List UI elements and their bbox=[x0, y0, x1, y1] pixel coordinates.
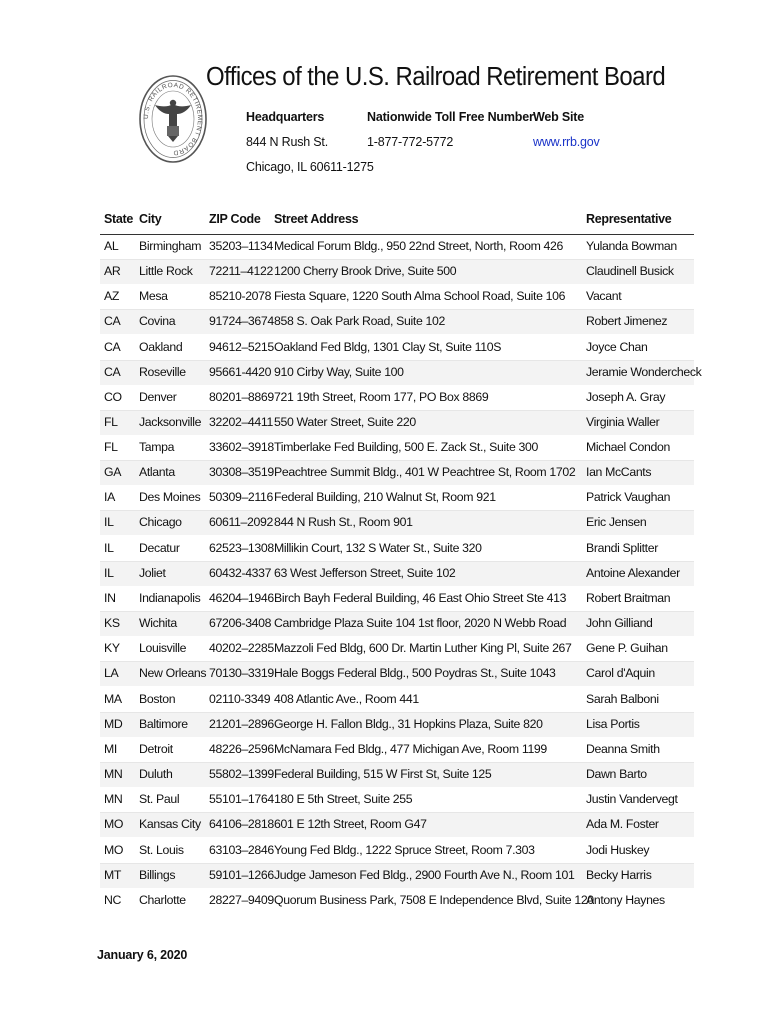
office-state: IL bbox=[104, 540, 114, 555]
office-zip: 46204–1946 bbox=[209, 591, 274, 606]
header-address: Street Address bbox=[274, 212, 359, 226]
office-zip: 72211–4122 bbox=[209, 264, 273, 278]
office-representative: Brandi Splitter bbox=[586, 540, 658, 555]
office-city: Covina bbox=[139, 314, 176, 329]
office-address: 910 Cirby Way, Suite 100 bbox=[274, 364, 404, 379]
table-row bbox=[100, 637, 694, 661]
office-state: AL bbox=[104, 239, 119, 253]
office-city: St. Paul bbox=[139, 792, 180, 807]
office-address: Medical Forum Bldg., 950 22nd Street, North, Room 426 bbox=[274, 239, 564, 253]
table-row bbox=[100, 587, 694, 611]
office-city: Louisville bbox=[139, 641, 187, 656]
office-zip: 33602–3918 bbox=[209, 440, 274, 455]
office-state: IL bbox=[104, 515, 114, 530]
office-representative: Becky Harris bbox=[586, 867, 652, 882]
office-zip: 62523–1308 bbox=[209, 540, 274, 555]
office-city: Denver bbox=[139, 389, 177, 404]
office-address: Cambridge Plaza Suite 104 1st floor, 2020 N Webb Road bbox=[274, 616, 567, 631]
office-row-pair bbox=[100, 234, 694, 284]
office-representative: Carol d'Aquin bbox=[586, 666, 655, 681]
table-header bbox=[100, 210, 694, 235]
office-state: LA bbox=[104, 666, 119, 681]
office-zip: 50309–2116 bbox=[209, 490, 273, 505]
table-row bbox=[100, 235, 694, 259]
office-city: Des Moines bbox=[139, 490, 201, 505]
office-address: 721 19th Street, Room 177, PO Box 8869 bbox=[274, 389, 489, 404]
office-zip: 30308–3519 bbox=[209, 465, 274, 480]
office-address: Judge Jameson Fed Bldg., 2900 Fourth Ave N., Room 101 bbox=[274, 867, 575, 882]
office-representative: Michael Condon bbox=[586, 440, 670, 455]
office-address: Quorum Business Park, 7508 E Independence Blvd, Suite 120 bbox=[274, 892, 594, 907]
office-address: McNamara Fed Bldg., 477 Michigan Ave, Room 1199 bbox=[274, 741, 547, 756]
office-city: Detroit bbox=[139, 741, 173, 756]
svg-text:U.S. RAILROAD RETIREMENT BOARD: U.S. RAILROAD RETIREMENT BOARD bbox=[142, 81, 204, 157]
office-zip: 60432-4337 bbox=[209, 565, 272, 580]
table-row bbox=[100, 712, 694, 737]
website-label: Web Site bbox=[533, 110, 584, 124]
office-city: Joliet bbox=[139, 565, 166, 580]
office-address: 180 E 5th Street, Suite 255 bbox=[274, 792, 413, 807]
office-representative: Sarah Balboni bbox=[586, 691, 659, 706]
office-address: Timberlake Fed Building, 500 E. Zack St., Suite 300 bbox=[274, 440, 538, 455]
office-representative: Vacant bbox=[586, 289, 622, 304]
office-row-pair bbox=[100, 335, 702, 385]
office-city: Roseville bbox=[139, 364, 186, 379]
office-representative: Claudinell Busick bbox=[586, 264, 674, 278]
office-city: Mesa bbox=[139, 289, 168, 304]
office-state: GA bbox=[104, 465, 122, 480]
office-address: Peachtree Summit Bldg., 401 W Peachtree St, Room 1702 bbox=[274, 465, 576, 480]
office-city: Duluth bbox=[139, 766, 173, 781]
table-row bbox=[100, 788, 694, 812]
office-state: CA bbox=[104, 364, 121, 379]
office-zip: 64106–2818 bbox=[209, 817, 274, 832]
office-city: New Orleans bbox=[139, 666, 207, 681]
table-row bbox=[100, 460, 694, 485]
office-row-pair bbox=[100, 737, 694, 787]
office-zip: 95661-4420 bbox=[209, 364, 272, 379]
office-zip: 70130–3319 bbox=[209, 666, 274, 681]
office-zip: 02110-3349 bbox=[209, 691, 271, 706]
office-state: MN bbox=[104, 766, 123, 781]
office-row-pair bbox=[100, 787, 694, 837]
office-representative: Deanna Smith bbox=[586, 741, 660, 756]
office-representative: Ian McCants bbox=[586, 465, 652, 480]
header-city: City bbox=[139, 212, 162, 226]
office-representative: Jodi Huskey bbox=[586, 842, 650, 857]
table-row bbox=[100, 889, 694, 913]
office-state: MA bbox=[104, 691, 122, 706]
office-zip: 85210-2078 bbox=[209, 289, 272, 304]
office-row-pair bbox=[100, 485, 694, 535]
office-zip: 55101–1764 bbox=[209, 792, 274, 807]
document-date: January 6, 2020 bbox=[97, 948, 188, 962]
office-state: KS bbox=[104, 616, 120, 631]
office-zip: 60611–2092 bbox=[209, 515, 273, 530]
office-zip: 32202–4411 bbox=[209, 414, 273, 429]
table-row bbox=[100, 839, 694, 863]
office-address: Federal Building, 515 W First St, Suite 125 bbox=[274, 766, 492, 781]
headquarters-city: Chicago, IL 60611-1275 bbox=[246, 160, 374, 174]
office-city: Decatur bbox=[139, 540, 180, 555]
office-row-pair bbox=[100, 284, 694, 334]
table-row bbox=[100, 561, 694, 586]
table-row bbox=[100, 537, 694, 561]
office-address: George H. Fallon Bldg., 31 Hopkins Plaza, Suite 820 bbox=[274, 716, 543, 731]
office-address: 63 West Jefferson Street, Suite 102 bbox=[274, 565, 456, 580]
office-representative: Yulanda Bowman bbox=[586, 239, 677, 253]
office-zip: 94612–5215 bbox=[209, 339, 274, 354]
office-address: Fiesta Square, 1220 South Alma School Road, Suite 106 bbox=[274, 289, 566, 304]
office-row-pair bbox=[100, 687, 694, 737]
website-block bbox=[533, 105, 600, 155]
header-representative: Representative bbox=[586, 212, 672, 226]
office-city: Boston bbox=[139, 691, 176, 706]
office-representative: Joseph A. Gray bbox=[586, 389, 666, 404]
table-row bbox=[100, 259, 694, 284]
office-representative: Antoine Alexander bbox=[586, 565, 680, 580]
office-representative: Dawn Barto bbox=[586, 766, 647, 781]
office-address: Federal Building, 210 Walnut St, Room 921 bbox=[274, 490, 496, 505]
office-state: AZ bbox=[104, 289, 120, 304]
table-row bbox=[100, 611, 694, 636]
office-representative: Robert Braitman bbox=[586, 591, 671, 606]
office-address: 550 Water Street, Suite 220 bbox=[274, 414, 416, 429]
office-representative: Robert Jimenez bbox=[586, 314, 668, 329]
office-representative: Jeramie Wondercheck bbox=[586, 364, 702, 379]
office-city: Birmingham bbox=[139, 239, 202, 253]
office-state: IL bbox=[104, 565, 114, 580]
office-zip: 91724–3674 bbox=[209, 314, 274, 329]
office-address: 1200 Cherry Brook Drive, Suite 500 bbox=[274, 264, 457, 278]
office-address: Mazzoli Fed Bldg, 600 Dr. Martin Luther King Pl, Suite 267 bbox=[274, 641, 572, 656]
headquarters-label: Headquarters bbox=[246, 110, 325, 124]
office-address: Birch Bayh Federal Building, 46 East Ohio Street Ste 413 bbox=[274, 591, 567, 606]
office-city: Chicago bbox=[139, 515, 182, 530]
table-row bbox=[100, 285, 694, 309]
toll-free-block bbox=[367, 105, 534, 155]
office-address: 408 Atlantic Ave., Room 441 bbox=[274, 691, 419, 706]
office-zip: 48226–2596 bbox=[209, 741, 274, 756]
office-state: MN bbox=[104, 792, 123, 807]
office-state: MT bbox=[104, 867, 122, 882]
office-representative: Virginia Waller bbox=[586, 414, 660, 429]
table-row bbox=[100, 410, 694, 435]
office-state: KY bbox=[104, 641, 120, 656]
office-address: Hale Boggs Federal Bldg., 500 Poydras St., Suite 1043 bbox=[274, 666, 556, 681]
office-zip: 80201–8869 bbox=[209, 389, 274, 404]
table-row bbox=[100, 762, 694, 787]
office-zip: 21201–2896 bbox=[209, 716, 274, 731]
office-city: Indianapolis bbox=[139, 591, 201, 606]
office-representative: Lisa Portis bbox=[586, 716, 640, 731]
office-state: CO bbox=[104, 389, 122, 404]
office-address: 844 N Rush St., Room 901 bbox=[274, 515, 413, 530]
office-state: IN bbox=[104, 591, 116, 606]
office-address: Young Fed Bldg., 1222 Spruce Street, Room 7.303 bbox=[274, 842, 535, 857]
office-state: FL bbox=[104, 414, 118, 429]
page-title: Offices of the U.S. Railroad Retirement Board bbox=[206, 63, 666, 91]
office-address: Millikin Court, 132 S Water St., Suite 320 bbox=[274, 540, 482, 555]
office-state: CA bbox=[104, 339, 121, 354]
office-row-pair bbox=[100, 636, 694, 686]
office-state: MI bbox=[104, 741, 117, 756]
toll-free-label: Nationwide Toll Free Number bbox=[367, 110, 534, 124]
header-state: State bbox=[104, 212, 134, 226]
office-address: Oakland Fed Bldg, 1301 Clay St, Suite 110S bbox=[274, 339, 502, 354]
table-row bbox=[100, 812, 694, 837]
office-city: Little Rock bbox=[139, 264, 193, 278]
office-state: MO bbox=[104, 817, 124, 832]
website-link[interactable]: www.rrb.gov bbox=[533, 135, 600, 149]
toll-free-number: 1-877-772-5772 bbox=[367, 135, 454, 149]
office-city: Atlanta bbox=[139, 465, 175, 480]
office-city: Tampa bbox=[139, 440, 175, 455]
office-city: Charlotte bbox=[139, 892, 186, 907]
office-state: AR bbox=[104, 264, 121, 278]
office-representative: John Gilliand bbox=[586, 616, 653, 631]
table-row bbox=[100, 863, 694, 888]
office-state: CA bbox=[104, 314, 121, 329]
office-representative: Antony Haynes bbox=[586, 892, 665, 907]
table-row bbox=[100, 510, 694, 535]
office-zip: 67206-3408 bbox=[209, 616, 272, 631]
office-city: Billings bbox=[139, 867, 176, 882]
offices-table bbox=[100, 234, 702, 938]
office-row-pair bbox=[100, 838, 694, 888]
office-city: Oakland bbox=[139, 339, 183, 354]
office-zip: 63103–2846 bbox=[209, 842, 274, 857]
table-row bbox=[100, 738, 694, 762]
office-state: MD bbox=[104, 716, 123, 731]
headquarters-street: 844 N Rush St. bbox=[246, 135, 328, 149]
table-row bbox=[100, 661, 694, 686]
office-representative: Ada M. Foster bbox=[586, 817, 659, 832]
office-representative: Eric Jensen bbox=[586, 515, 647, 530]
office-address: 858 S. Oak Park Road, Suite 102 bbox=[274, 314, 445, 329]
office-zip: 59101–1266 bbox=[209, 867, 274, 882]
office-zip: 40202–2285 bbox=[209, 641, 274, 656]
office-state: MO bbox=[104, 842, 124, 857]
table-row bbox=[100, 309, 694, 334]
office-city: Kansas City bbox=[139, 817, 201, 832]
table-row bbox=[100, 336, 694, 360]
office-row-pair bbox=[100, 536, 694, 586]
office-representative: Joyce Chan bbox=[586, 339, 648, 354]
office-state: NC bbox=[104, 892, 122, 907]
rrb-seal-logo bbox=[138, 74, 208, 164]
office-zip: 55802–1399 bbox=[209, 766, 274, 781]
office-address: 601 E 12th Street, Room G47 bbox=[274, 817, 427, 832]
table-row bbox=[100, 486, 694, 510]
office-representative: Patrick Vaughan bbox=[586, 490, 671, 505]
office-state: IA bbox=[104, 490, 115, 505]
office-zip: 28227–9409 bbox=[209, 892, 274, 907]
header-zip: ZIP Code bbox=[209, 212, 261, 226]
office-zip: 35203–1134 bbox=[209, 239, 273, 253]
office-representative: Justin Vandervegt bbox=[586, 792, 678, 807]
office-representative: Gene P. Guihan bbox=[586, 641, 668, 656]
table-row bbox=[100, 360, 702, 385]
office-state: FL bbox=[104, 440, 118, 455]
headquarters-block bbox=[246, 105, 374, 180]
office-city: Baltimore bbox=[139, 716, 188, 731]
office-row-pair bbox=[100, 888, 694, 938]
table-row bbox=[100, 436, 694, 460]
office-city: St. Louis bbox=[139, 842, 184, 857]
table-row bbox=[100, 688, 694, 712]
office-city: Wichita bbox=[139, 616, 177, 631]
office-row-pair bbox=[100, 586, 694, 636]
office-row-pair bbox=[100, 385, 694, 435]
table-row bbox=[100, 386, 694, 410]
office-row-pair bbox=[100, 435, 694, 485]
office-city: Jacksonville bbox=[139, 414, 202, 429]
